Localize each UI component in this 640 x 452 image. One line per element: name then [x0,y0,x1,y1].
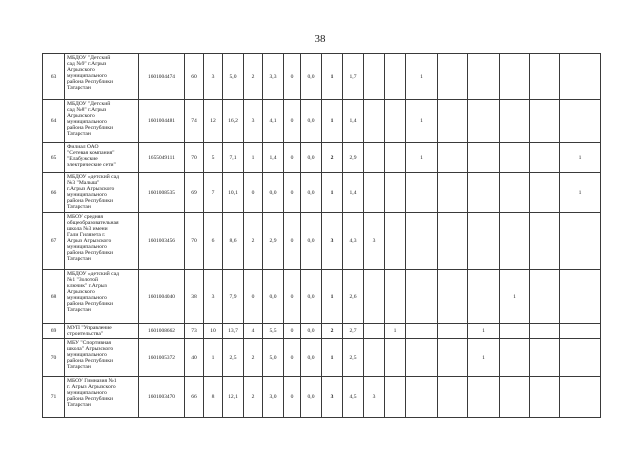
value-cell-11 [385,100,406,143]
organization-name-line: сад №9" г.Агрыз [67,61,107,67]
value-cell-11 [385,270,406,324]
organization-name-line: строительства" [67,331,104,337]
value-cell-7: 0,0 [301,213,322,270]
value-cell-2: 6 [204,213,223,270]
value-cell-11 [385,54,406,100]
value-cell-13 [438,143,468,173]
value-cell-9: 2,6 [343,270,364,324]
organization-name-line: №1 "Золотой [67,277,99,283]
inn-code-cell: 1601003456 [139,213,185,270]
organization-name-cell [65,377,139,418]
statistics-table [42,53,601,418]
value-cell-9: 1,4 [343,100,364,143]
organization-name-line: района Республики [67,198,114,204]
value-cell-16 [530,270,560,324]
value-cell-14 [468,100,500,143]
value-cell-17 [560,54,601,100]
organization-name-line: Агрызского [67,113,95,119]
value-cell-1: 70 [185,143,204,173]
value-cell-15 [500,339,530,377]
value-cell-5: 2,9 [263,213,284,270]
value-cell-9: 4,3 [343,213,364,270]
inn-code-cell: 1601004040 [139,270,185,324]
value-cell-2: 1 [204,339,223,377]
value-cell-7: 0,0 [301,377,322,418]
value-cell-2: 3 [204,54,223,100]
organization-name-line: Татарстан [67,402,91,408]
value-cell-9: 2,7 [343,324,364,339]
organization-name-line: района Республики [67,79,114,85]
value-cell-12 [406,213,438,270]
value-cell-17 [560,213,601,270]
value-cell-2: 12 [204,100,223,143]
value-cell-10 [364,270,385,324]
value-cell-10 [364,100,385,143]
value-cell-15: 1 [500,270,530,324]
value-cell-3: 16,2 [223,100,244,143]
value-cell-15 [500,324,530,339]
value-cell-6: 0 [284,54,301,100]
value-cell-6: 0 [284,213,301,270]
value-cell-11 [385,339,406,377]
value-cell-13 [438,213,468,270]
value-cell-12 [406,324,438,339]
value-cell-4: 4 [244,324,263,339]
value-cell-11 [385,377,406,418]
inn-code-cell: 1601008662 [139,324,185,339]
value-cell-6: 0 [284,339,301,377]
value-cell-8: 2 [322,143,343,173]
organization-name-cell [65,143,139,173]
value-cell-14 [468,143,500,173]
table-row [43,377,601,418]
value-cell-14 [468,213,500,270]
organization-name-line: Агрызского [67,67,95,73]
value-cell-2: 10 [204,324,223,339]
row-number-cell: 67 [43,213,65,270]
value-cell-1: 38 [185,270,204,324]
inn-code-cell: 1601004481 [139,100,185,143]
organization-name-line: муниципального [67,73,107,79]
value-cell-7: 0,0 [301,324,322,339]
value-cell-8: 2 [322,324,343,339]
value-cell-16 [530,143,560,173]
organization-name-line: муниципального [67,352,107,358]
row-number-cell: 71 [43,377,65,418]
inn-code-cell: 1601004474 [139,54,185,100]
value-cell-4: 0 [244,173,263,213]
value-cell-6: 0 [284,270,301,324]
organization-name-line: ключик" г.Агрыз [67,283,107,289]
value-cell-3: 7,1 [223,143,244,173]
value-cell-16 [530,324,560,339]
organization-name-cell [65,324,139,339]
value-cell-8: 3 [322,213,343,270]
value-cell-14: 1 [468,339,500,377]
organization-name-line: школа" Агрызского [67,346,114,352]
organization-name-line: МУП "Управление [67,325,112,331]
table-row [43,173,601,213]
organization-name-line: муниципального [67,244,107,250]
value-cell-17: 1 [560,173,601,213]
organization-name-line: г.Агрыз Агрызского [67,186,115,192]
value-cell-3: 13,7 [223,324,244,339]
value-cell-7: 0,0 [301,143,322,173]
inn-code-cell: 1601003470 [139,377,185,418]
value-cell-5: 0,0 [263,270,284,324]
value-cell-10 [364,173,385,213]
value-cell-6: 0 [284,100,301,143]
value-cell-10 [364,54,385,100]
table-body [43,54,601,418]
value-cell-14 [468,173,500,213]
value-cell-7: 0,0 [301,270,322,324]
value-cell-17: 1 [560,143,601,173]
row-number-cell: 66 [43,173,65,213]
row-number-cell: 65 [43,143,65,173]
organization-name-line: г. Агрыз Агрызского [67,384,116,390]
value-cell-16 [530,54,560,100]
value-cell-12: 1 [406,143,438,173]
organization-name-line: района Республики [67,250,114,256]
inn-code-cell: 1655049111 [139,143,185,173]
value-cell-5: 0,0 [263,173,284,213]
value-cell-8: 1 [322,54,343,100]
organization-name-cell [65,339,139,377]
organization-name-cell [65,173,139,213]
value-cell-3: 5,0 [223,54,244,100]
value-cell-6: 0 [284,324,301,339]
row-number-cell: 64 [43,100,65,143]
value-cell-4: 2 [244,213,263,270]
organization-name-line: МБОУ средняя [67,214,103,220]
table-row [43,213,601,270]
value-cell-17 [560,377,601,418]
value-cell-11 [385,213,406,270]
table-row [43,54,601,100]
value-cell-8: 1 [322,173,343,213]
value-cell-6: 0 [284,173,301,213]
value-cell-12: 1 [406,54,438,100]
value-cell-6: 0 [284,143,301,173]
value-cell-12 [406,270,438,324]
value-cell-5: 3,0 [263,377,284,418]
value-cell-4: 0 [244,270,263,324]
value-cell-15 [500,173,530,213]
value-cell-16 [530,377,560,418]
value-cell-7: 0,0 [301,339,322,377]
value-cell-4: 2 [244,377,263,418]
organization-name-line: электрические сети" [67,162,116,168]
organization-name-line: сад №8" г.Агрыз [67,107,107,113]
value-cell-9: 2,9 [343,143,364,173]
value-cell-1: 74 [185,100,204,143]
value-cell-12 [406,173,438,213]
value-cell-5: 5,0 [263,339,284,377]
organization-name-line: "Елабужские [67,156,98,162]
organization-name-line: Татарстан [67,307,91,313]
value-cell-16 [530,339,560,377]
organization-name-cell [65,213,139,270]
value-cell-7: 0,0 [301,54,322,100]
value-cell-11 [385,143,406,173]
value-cell-15 [500,213,530,270]
value-cell-5: 1,4 [263,143,284,173]
value-cell-2: 5 [204,143,223,173]
organization-name-line: Гали Гилязета г. [67,232,106,238]
value-cell-5: 5,5 [263,324,284,339]
value-cell-10 [364,339,385,377]
value-cell-16 [530,173,560,213]
row-number-cell: 63 [43,54,65,100]
organization-name-cell [65,270,139,324]
value-cell-17 [560,270,601,324]
organization-name-line: Татарстан [67,204,91,210]
organization-name-line: Татарстан [67,256,91,262]
value-cell-6: 0 [284,377,301,418]
table-row [43,270,601,324]
organization-name-line: МБОУ Гимназия №1 [67,378,117,384]
value-cell-14 [468,54,500,100]
row-number-cell: 69 [43,324,65,339]
value-cell-5: 4,1 [263,100,284,143]
value-cell-10: 3 [364,213,385,270]
value-cell-8: 1 [322,100,343,143]
value-cell-13 [438,324,468,339]
value-cell-16 [530,100,560,143]
organization-name-line: района Республики [67,358,114,364]
value-cell-11 [385,173,406,213]
value-cell-13 [438,339,468,377]
organization-name-cell [65,54,139,100]
value-cell-4: 3 [244,100,263,143]
value-cell-12 [406,339,438,377]
value-cell-3: 8,6 [223,213,244,270]
organization-name-line: "Сетевая компания" [67,150,115,156]
value-cell-4: 1 [244,143,263,173]
value-cell-1: 66 [185,377,204,418]
organization-name-line: общеобразовательная [67,220,119,226]
value-cell-14 [468,270,500,324]
page-number: 38 [314,33,326,45]
value-cell-10 [364,143,385,173]
value-cell-3: 2,5 [223,339,244,377]
value-cell-2: 8 [204,377,223,418]
organization-name-line: Агрыз Агрызского [67,238,112,244]
organization-name-cell [65,100,139,143]
organization-name-line: Филиал ОАО [67,144,99,150]
value-cell-5: 3,3 [263,54,284,100]
inn-code-cell: 1601005372 [139,339,185,377]
row-number-cell: 70 [43,339,65,377]
value-cell-13 [438,270,468,324]
value-cell-1: 69 [185,173,204,213]
value-cell-3: 7,9 [223,270,244,324]
organization-name-line: МБДОУ "Детский [67,55,111,61]
organization-name-line: школа №3 имени [67,226,108,232]
value-cell-15 [500,377,530,418]
organization-name-line: муниципального [67,119,107,125]
value-cell-13 [438,377,468,418]
value-cell-15 [500,100,530,143]
value-cell-1: 70 [185,213,204,270]
value-cell-13 [438,100,468,143]
table-row [43,143,601,173]
row-number-cell: 68 [43,270,65,324]
value-cell-7: 0,0 [301,173,322,213]
value-cell-9: 4,5 [343,377,364,418]
organization-name-line: муниципального [67,390,107,396]
organization-name-line: Татарстан [67,364,91,370]
value-cell-14: 1 [468,324,500,339]
value-cell-9: 2,5 [343,339,364,377]
value-cell-11: 1 [385,324,406,339]
value-cell-4: 2 [244,54,263,100]
inn-code-cell: 1601008535 [139,173,185,213]
value-cell-17 [560,100,601,143]
value-cell-12 [406,377,438,418]
value-cell-14 [468,377,500,418]
value-cell-3: 12,1 [223,377,244,418]
value-cell-8: 3 [322,377,343,418]
value-cell-3: 10,1 [223,173,244,213]
organization-name-line: МБДОУ "Детский [67,101,111,107]
value-cell-15 [500,54,530,100]
organization-name-line: района Республики [67,125,114,131]
value-cell-13 [438,173,468,213]
value-cell-17 [560,324,601,339]
organization-name-line: Татарстан [67,131,91,137]
value-cell-15 [500,143,530,173]
value-cell-9: 1,7 [343,54,364,100]
value-cell-8: 1 [322,339,343,377]
organization-name-line: муниципального [67,192,107,198]
value-cell-2: 7 [204,173,223,213]
value-cell-10: 3 [364,377,385,418]
organization-name-line: района Республики [67,396,114,402]
organization-name-line: Татарстан [67,85,91,91]
value-cell-4: 2 [244,339,263,377]
value-cell-17 [560,339,601,377]
value-cell-13 [438,54,468,100]
table-row [43,100,601,143]
value-cell-1: 40 [185,339,204,377]
value-cell-2: 3 [204,270,223,324]
organization-name-line: МБУ "Спортивная [67,340,112,346]
organization-name-line: муниципального [67,295,107,301]
table-row [43,339,601,377]
value-cell-1: 60 [185,54,204,100]
organization-name-line: №3 "Малыш" [67,180,100,186]
table-row [43,324,601,339]
value-cell-8: 1 [322,270,343,324]
organization-name-line: МБДОУ «детский сад [67,174,119,180]
value-cell-1: 73 [185,324,204,339]
value-cell-12: 1 [406,100,438,143]
value-cell-7: 0,0 [301,100,322,143]
organization-name-line: Агрызского [67,289,95,295]
value-cell-16 [530,213,560,270]
organization-name-line: МБДОУ «детский сад [67,271,119,277]
organization-name-line: района Республики [67,301,114,307]
value-cell-9: 1,4 [343,173,364,213]
value-cell-10 [364,324,385,339]
